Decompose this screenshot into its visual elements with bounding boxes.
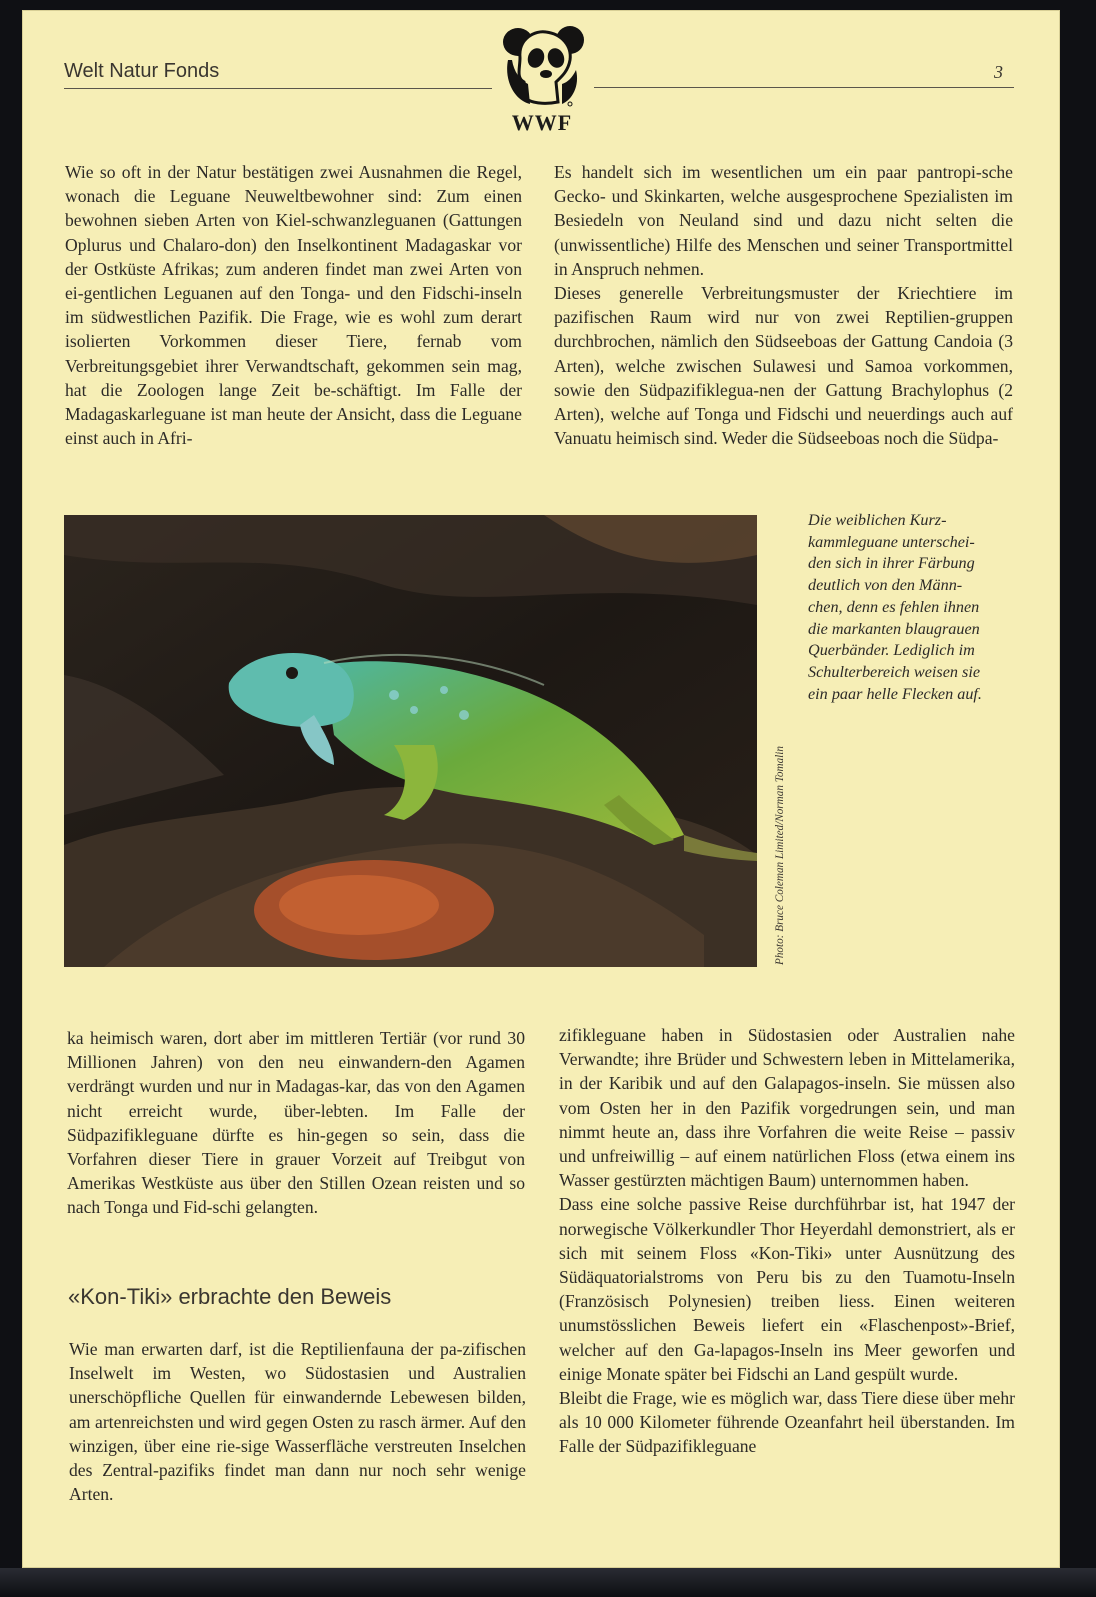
text-column-bottom-right <box>559 1023 1015 1459</box>
photo-credit: Photo: Bruce Coleman Limited/Norman Tomalin <box>774 746 786 965</box>
header-rule-left <box>64 88 492 89</box>
caption-line: den sich in ihrer Färbung <box>808 554 975 573</box>
paragraph: Dass eine solche passive Reise durchführbar ist, hat 1947 der norwegische Völkerkundler Thor Heyerdahl demonstriert, als er sich mit seinem Floss «Kon-Tiki» unter Ausnützung des Südäquatorialstroms von Peru bis zu den Tuamotu-Inseln (Französisch Polynesien) treiben liess. Einen weiteren unumstösslichen Beweis liefert ein «Flaschenpost»-Brief, welcher auf den Ga-lapagos-Inseln ins Meer geworfen und einige Monate später bei Fidschi an Land gespült wurde. <box>559 1194 1015 1384</box>
photo-caption <box>808 510 1020 705</box>
paragraph: zifikleguane haben in Südostasien oder Australien nahe Verwandte; ihre Brüder und Schwestern leben in Mittelamerika, in der Karibik und auf den Galapagos-inseln. Sie müssen also vom Osten her in den Pazifik vorgedrungen sein, und man nimmt heute an, dass ihre Vorfahren die weite Reise – passiv und unfreiwillig – auf einem natürlichen Floss (etwa einem ins Wasser gestürzten mächtigen Baum) unternommen haben. <box>559 1025 1015 1191</box>
caption-line: Schulterbereich weisen sie <box>808 662 981 681</box>
caption-line: ein paar helle Flecken auf. <box>808 684 982 703</box>
caption-line: Die weiblichen Kurz- <box>808 511 947 529</box>
text-column-top-right <box>554 160 1013 450</box>
paragraph: Bleibt die Frage, wie es möglich war, dass Tiere diese über mehr als 10 000 Kilometer führende Ozeanfahrt heil überstanden. Im Falle der Südpazifikleguane <box>559 1388 1015 1457</box>
paragraph: Dieses generelle Verbreitungsmuster der Kriechtiere im pazifischen Raum wird nur von zwei Reptilien-gruppen durchbrochen, nämlich den Südseeboas der Gattung Candoia (3 Arten), welche zwischen Sulawesi und Samoa vorkommen, sowie den Südpazifiklegua-nen der Gattung Brachylophus (2 Arten), welche auf Tonga und Fidschi und neuerdings auch auf Vanuatu heimisch sind. Weder die Südseeboas noch die Südpa- <box>554 283 1013 449</box>
paragraph: Wie man erwarten darf, ist die Reptilienfauna der pa-zifischen Inselwelt im Westen, wo Südostasien und Australien unerschöpfliche Quellen für einwandernde Lebewesen bilden, am artenreichsten und wird gegen Osten zu rasch ärmer. Auf den winzigen, über eine rie-sige Wasserfläche verstreuten Inselchen des Zentral-pazifiks findet man dann nur noch sehr wenige Arten. <box>69 1339 526 1505</box>
header-title: Welt Natur Fonds <box>64 60 220 82</box>
header-rule-right <box>594 87 1014 88</box>
caption-line: Querbänder. Lediglich im <box>808 641 975 660</box>
caption-line: deutlich von den Männ- <box>808 576 963 595</box>
caption-line: die markanten blaugrauen <box>808 619 980 638</box>
document-page <box>22 10 1060 1568</box>
sleeve-edge <box>0 1568 1096 1597</box>
green-iguana-photo <box>64 515 757 967</box>
panda-logo-icon <box>500 20 586 108</box>
caption-line: chen, denn es fehlen ihnen <box>808 597 980 616</box>
caption-line: kammleguane unterschei- <box>808 532 975 551</box>
wwf-logo-text: WWF <box>511 110 573 135</box>
text-column-top-left <box>65 160 522 450</box>
paragraph: Wie so oft in der Natur bestätigen zwei Ausnahmen die Regel, wonach die Leguane Neuweltbewohner sind: Zum einen bewohnen sieben Arten von Kiel-schwanzleguanen (Gattungen Oplurus und Chalaro-don) den Inselkontinent Madagaskar vor der Ostküste Afrikas; zum anderen findet man zwei Arten von ei-gentlichen Leguanen auf den Tonga- und den Fidschi-inseln im südwestlichen Pazifik. Die Frage, wie es wohl zum derart isolierten Vorkommen dieser Tiere, fernab vom Verbreitungsgebiet ihrer Verwandtschaft, gekommen sein mag, hat die Zoologen lange Zeit be-schäftigt. Im Falle der Madagaskarleguane ist man heute der Ansicht, dass die Leguane einst auch in Afri- <box>65 162 522 449</box>
paragraph: ka heimisch waren, dort aber im mittleren Tertiär (vor rund 30 Millionen Jahren) von den neu einwandern-den Agamen verdrängt wurden und nur in Madagas-kar, das von den Agamen nicht erreicht wurde, über-lebten. Im Falle der Südpazifikleguane dürfte es hin-gegen so sein, dass die Vorfahren dieser Tiere in grauer Vorzeit auf Treibgut von Amerikas Westküste aus über den Stillen Ozean reisten und so nach Tonga und Fid-schi gelangten. <box>67 1028 525 1218</box>
section-heading: «Kon-Tiki» erbrachte den Beweis <box>68 1284 392 1309</box>
page-number: 3 <box>994 62 1003 82</box>
text-column-bottom-left <box>67 1026 525 1220</box>
paragraph: Es handelt sich im wesentlichen um ein paar pantropi-sche Gecko- und Skinkarten, welche ausgesprochene Spezialisten im Besiedeln von Neuland sind und dazu nicht selten die (unwissentliche) Hilfe des Menschen und seiner Transportmittel in Anspruch nehmen. <box>554 162 1013 279</box>
text-column-section <box>69 1337 526 1506</box>
